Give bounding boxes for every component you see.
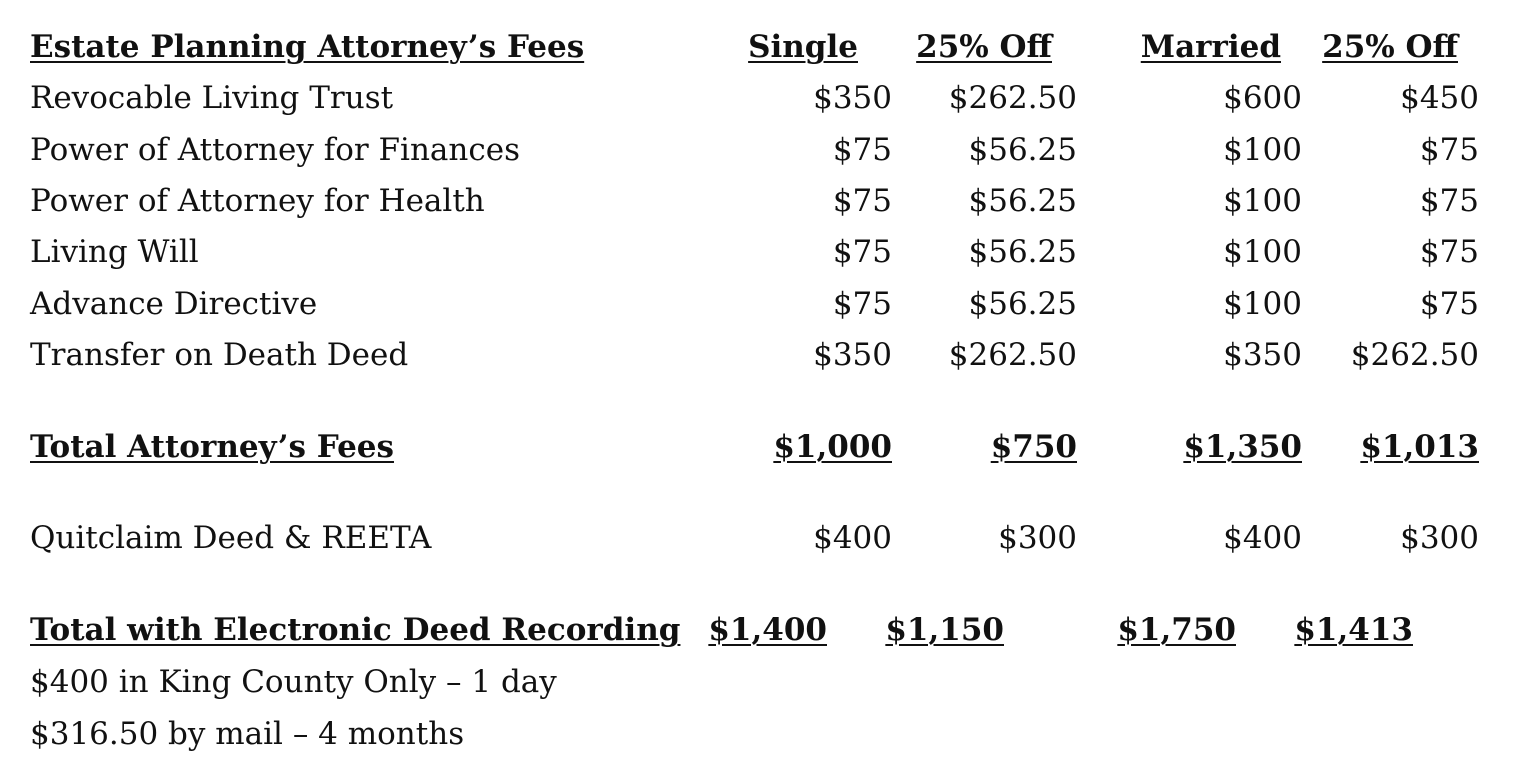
row-single: $75 bbox=[832, 132, 892, 168]
row-married: $100 bbox=[1223, 286, 1302, 322]
row-label: Power of Attorney for Health bbox=[30, 183, 485, 219]
total-recording-married: $1,750 bbox=[1117, 612, 1236, 648]
total-fees-label: Total Attorney’s Fees bbox=[30, 429, 394, 465]
row-single: $75 bbox=[832, 234, 892, 270]
row-married: $100 bbox=[1223, 132, 1302, 168]
row-single-off: $262.50 bbox=[948, 80, 1077, 116]
row-single-off: $56.25 bbox=[968, 234, 1077, 270]
row-married-off: $75 bbox=[1419, 286, 1479, 322]
row-married: $350 bbox=[1223, 337, 1302, 373]
row-married: $100 bbox=[1223, 234, 1302, 270]
row-married-off: $75 bbox=[1419, 183, 1479, 219]
col-header-married: Married bbox=[1140, 29, 1281, 65]
row-married-off: $75 bbox=[1419, 132, 1479, 168]
row-married: $100 bbox=[1223, 183, 1302, 219]
col-header-married-off: 25% Off bbox=[1322, 29, 1458, 65]
table-title: Estate Planning Attorney’s Fees bbox=[30, 29, 585, 65]
quitclaim-married: $400 bbox=[1223, 520, 1302, 556]
row-married-off: $450 bbox=[1400, 80, 1479, 116]
quitclaim-single-off: $300 bbox=[998, 520, 1077, 556]
row-label: Transfer on Death Deed bbox=[30, 337, 409, 373]
col-header-single: Single bbox=[748, 29, 858, 65]
total-recording-married-off: $1,413 bbox=[1294, 612, 1413, 648]
row-married-off: $262.50 bbox=[1350, 337, 1479, 373]
row-married: $600 bbox=[1223, 80, 1302, 116]
row-married-off: $75 bbox=[1419, 234, 1479, 270]
row-single: $350 bbox=[813, 80, 892, 116]
note-by-mail: $316.50 by mail – 4 months bbox=[30, 716, 465, 752]
row-single-off: $262.50 bbox=[948, 337, 1077, 373]
row-label: Power of Attorney for Finances bbox=[30, 132, 520, 168]
row-label: Living Will bbox=[30, 234, 199, 270]
quitclaim-label: Quitclaim Deed & REETA bbox=[30, 520, 432, 556]
note-king-county: $400 in King County Only – 1 day bbox=[30, 664, 557, 700]
row-single: $350 bbox=[813, 337, 892, 373]
total-fees-single-off: $750 bbox=[990, 429, 1077, 465]
quitclaim-married-off: $300 bbox=[1400, 520, 1479, 556]
row-single-off: $56.25 bbox=[968, 132, 1077, 168]
col-header-single-off: 25% Off bbox=[916, 29, 1052, 65]
row-label: Advance Directive bbox=[30, 286, 318, 322]
total-recording-single-off: $1,150 bbox=[885, 612, 1004, 648]
total-fees-married: $1,350 bbox=[1183, 429, 1302, 465]
row-label: Revocable Living Trust bbox=[30, 80, 394, 116]
total-recording-single: $1,400 bbox=[708, 612, 827, 648]
total-recording-label: Total with Electronic Deed Recording bbox=[30, 612, 681, 648]
row-single-off: $56.25 bbox=[968, 183, 1077, 219]
total-fees-single: $1,000 bbox=[773, 429, 892, 465]
quitclaim-single: $400 bbox=[813, 520, 892, 556]
row-single: $75 bbox=[832, 286, 892, 322]
row-single-off: $56.25 bbox=[968, 286, 1077, 322]
row-single: $75 bbox=[832, 183, 892, 219]
total-fees-married-off: $1,013 bbox=[1360, 429, 1479, 465]
